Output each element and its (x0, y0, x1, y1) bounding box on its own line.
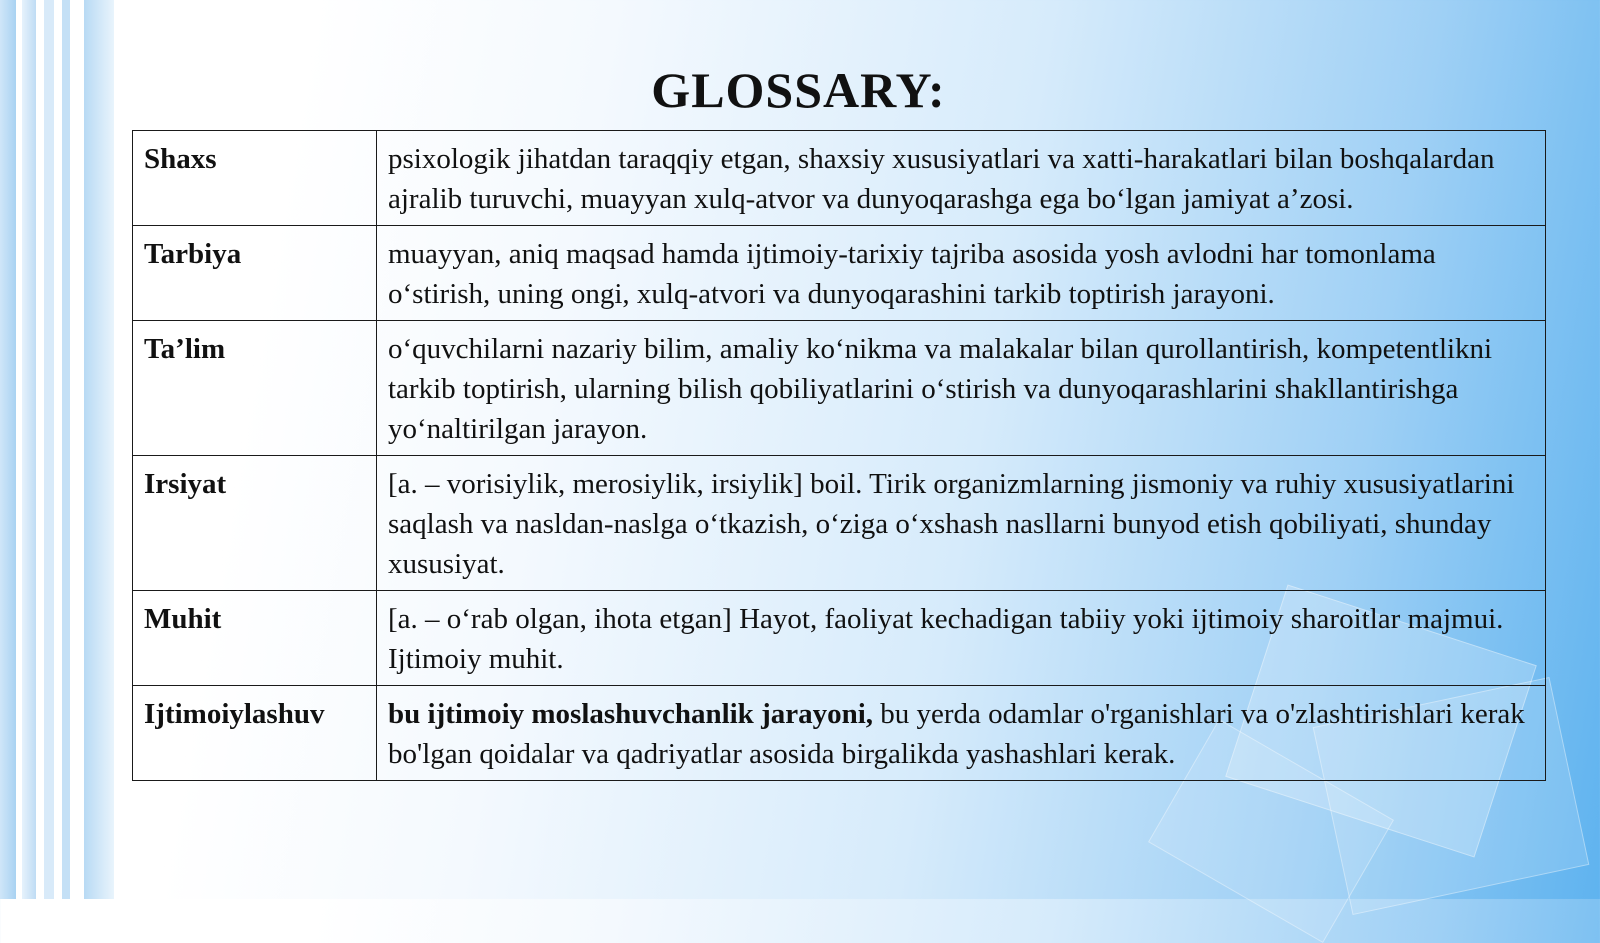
table-row (133, 131, 1546, 226)
stripe (44, 0, 54, 899)
term-cell: Muhit (133, 591, 377, 686)
table-row (133, 686, 1546, 781)
stripe (22, 0, 36, 899)
term-cell: Shaxs (133, 131, 377, 226)
table-row (133, 591, 1546, 686)
slide-title: GLOSSARY: (651, 62, 946, 118)
stripe (84, 0, 114, 899)
definition-text: bu yerda odamlar o'rganishlari va o'zlashtirishlari kerak bo'lgan qoidalar va qadriyatlar asosida birgalikda yashashlari kerak. (388, 698, 1525, 770)
term-cell: Irsiyat (133, 456, 377, 591)
definition-cell: psixologik jihatdan taraqqiy etgan, shaxsiy xususiyatlari va xatti-harakatlari bilan boshqalardan ajralib turuvchi, muayyan xulq-atvor va dunyoqarashga ega bo‘lgan jamiyat a’zosi. (377, 131, 1546, 226)
definition-cell: [a. – o‘rab olgan, ihota etgan] Hayot, faoliyat kechadigan tabiiy yoki ijtimoiy sharoitlar majmui. Ijtimoiy muhit. (377, 591, 1546, 686)
glossary-table (132, 130, 1546, 781)
table-row (133, 321, 1546, 456)
definition-cell: o‘quvchilarni nazariy bilim, amaliy ko‘nikma va malakalar bilan qurollantirish, kompetentlikni tarkib toptirish, ularning bilish qobiliyatlarini o‘stirish va dunyoqarashlarini shakllantirishga yo‘naltirilgan jarayon. (377, 321, 1546, 456)
term-cell: Tarbiya (133, 226, 377, 321)
term-cell: Ijtimoiylashuv (133, 686, 377, 781)
definition-bold-text: bu ijtimoiy moslashuvchanlik jarayoni, (388, 698, 874, 730)
definition-cell: muayyan, aniq maqsad hamda ijtimoiy-tarixiy tajriba asosida yosh avlodni har tomonlama o‘stirish, uning ongi, xulq-atvori va dunyoqarashini tarkib toptirish jarayoni. (377, 226, 1546, 321)
table-row (133, 226, 1546, 321)
definition-cell: [a. – vorisiylik, merosiylik, irsiylik] boil. Tirik organizmlarning jismoniy va ruhiy xususiyatlarini saqlash va nasldan-naslga o‘tkazish, o‘ziga o‘xshash nasllarni bunyod etish qobiliyati, shunday xususiyat. (377, 456, 1546, 591)
decorative-stripes (0, 0, 120, 899)
definition-cell (377, 686, 1546, 781)
stripe (62, 0, 70, 899)
term-cell: Ta’lim (133, 321, 377, 456)
table-row (133, 456, 1546, 591)
stripe (0, 0, 16, 899)
